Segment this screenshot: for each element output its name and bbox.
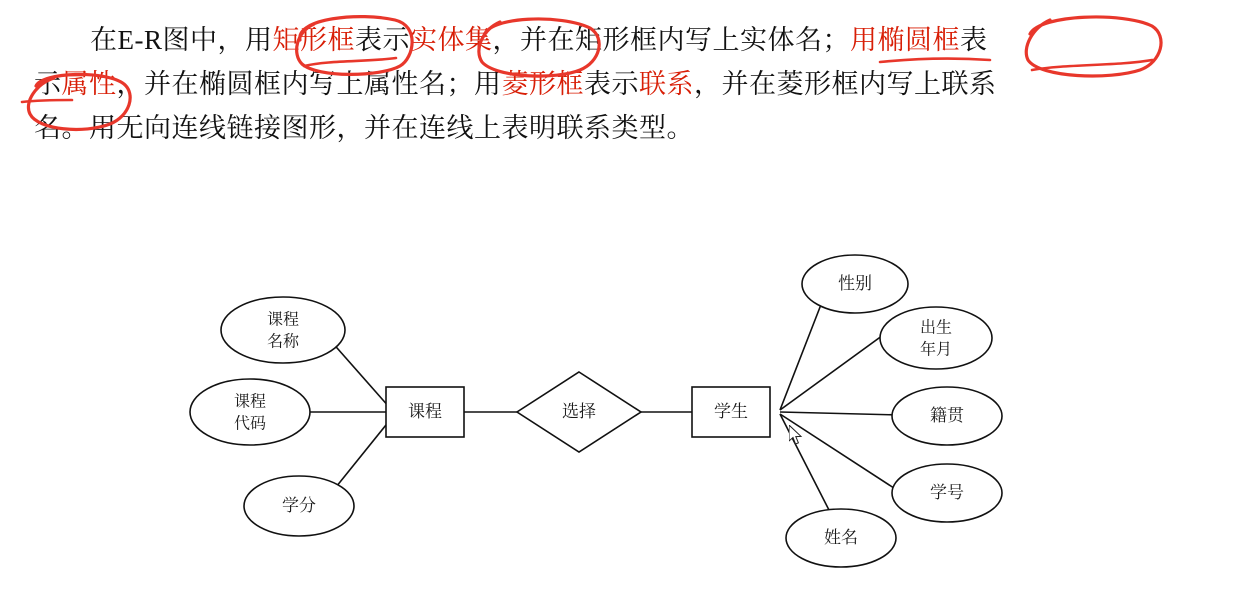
attribute-birth <box>880 307 992 369</box>
text-run: 表示 <box>355 25 410 55</box>
edge-student-to-birth <box>780 330 890 410</box>
relationship-label-select: 选择 <box>562 401 596 421</box>
attribute-student-id <box>892 464 1002 522</box>
attribute-gender <box>802 255 908 313</box>
attribute-label-line1: 出生 <box>919 319 953 337</box>
er-diagram <box>0 230 1246 605</box>
text-run-highlight-entity-set: 实体集 <box>410 25 493 55</box>
paragraph-line-3 <box>34 106 1214 150</box>
attribute-label-line2: 名称 <box>266 333 300 351</box>
attribute-label-line2: 年月 <box>919 341 953 359</box>
attribute-name <box>786 509 896 567</box>
attribute-label-line1: 课程 <box>266 311 300 329</box>
text-run-highlight-rect-box: 矩形框 <box>272 25 355 55</box>
text-run-highlight-diamond-box: 菱形框 <box>501 69 584 99</box>
text-run-highlight-relationship: 联系 <box>639 69 694 99</box>
entity-label-student: 学生 <box>714 401 748 421</box>
edge-student-to-native <box>780 412 900 415</box>
attribute-label: 姓名 <box>824 527 858 547</box>
paragraph-line-2 <box>34 62 1214 106</box>
relationship-select <box>517 372 641 452</box>
entity-student <box>692 387 770 437</box>
edge-credit-to-course <box>332 420 390 492</box>
text-run: 表示 <box>584 69 639 99</box>
paragraph-line-1 <box>34 18 1214 62</box>
text-run-highlight-ellipse-box: 用椭圆框 <box>850 25 960 55</box>
edge-course-name-to-course <box>330 340 390 408</box>
attribute-course-name <box>221 297 345 363</box>
paragraph-text <box>34 18 1214 150</box>
attribute-label-line2: 代码 <box>233 415 267 433</box>
text-run-highlight-attribute: 属性 <box>61 69 117 99</box>
attribute-label: 学号 <box>930 482 964 502</box>
text-run: 在E-R图中，用 <box>90 25 273 55</box>
entity-course <box>386 387 464 437</box>
text-run: 名。用无向连线链接图形，并在连线上表明联系类型。 <box>34 113 694 143</box>
attribute-label: 性别 <box>838 273 872 293</box>
attribute-native-place <box>892 387 1002 445</box>
edge-student-to-name <box>780 414 830 512</box>
mouse-cursor-icon <box>789 425 805 447</box>
attribute-credit <box>244 476 354 536</box>
text-run: ，并在菱形框内写上联系 <box>694 69 997 99</box>
text-run: ，并在矩形框内写上实体名； <box>492 25 850 55</box>
text-run: ，并在椭圆框内写上属性名；用 <box>116 69 502 99</box>
text-run: 示 <box>34 69 62 99</box>
attribute-label: 学分 <box>282 495 316 515</box>
attribute-label: 籍贯 <box>930 405 964 425</box>
attribute-label-line1: 课程 <box>233 393 267 411</box>
attribute-course-code <box>190 379 310 445</box>
text-run: 表 <box>960 25 988 55</box>
entity-label-course: 课程 <box>408 401 442 421</box>
